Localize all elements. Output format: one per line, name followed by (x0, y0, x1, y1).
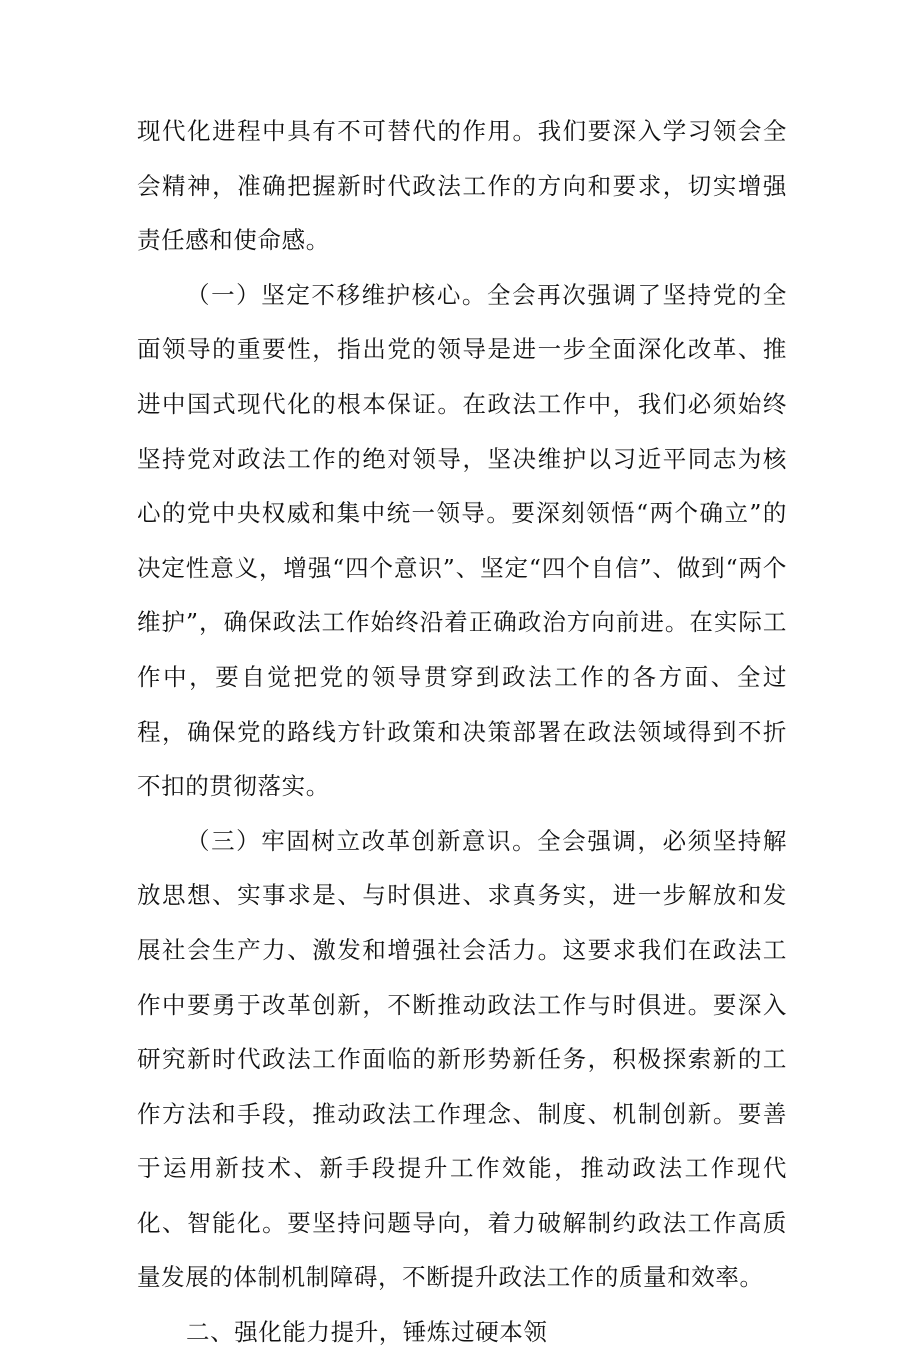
paragraph-intro-continuation: 现代化进程中具有不可替代的作用。我们要深入学习领会全会精神，准确把握新时代政法工作的方向和要求，切实增强责任感和使命感。 (137, 117, 787, 255)
paragraph-section-3-reform-innovation: （三）牢固树立改革创新意识。全会强调，必须坚持解放思想、实事求是、与时俱进、求真务实，进一步解放和发展社会生产力、激发和增强社会活力。这要求我们在政法工作中要勇于改革创新，不断推动政法工作与时俱进。要深入研究新时代政法工作面临的新形势新任务，积极探索新的工作方法和手段，推动政法工作理念、制度、机制创新。要善于运用新技术、新手段提升工作效能，推动政法工作现代化、智能化。要坚持问题导向，着力破解制约政法工作高质量发展的体制机制障碍，不断提升政法工作的质量和效率。 (137, 826, 787, 1292)
paragraph-section-1-uphold-core: （一）坚定不移维护核心。全会再次强调了坚持党的全面领导的重要性，指出党的领导是进一步全面深化改革、推进中国式现代化的根本保证。在政法工作中，我们必须始终坚持党对政法工作的绝对领导，坚决维护以习近平同志为核心的党中央权威和集中统一领导。要深刻领悟“两个确立”的决定性意义，增强“四个意识”、坚定“四个自信”、做到“两个维护”，确保政法工作始终沿着正确政治方向前进。在实际工作中，要自觉把党的领导贯穿到政法工作的各方面、全过程，确保党的路线方针政策和决策部署在政法领域得到不折不扣的贯彻落实。 (137, 280, 787, 801)
document-body (137, 104, 787, 1360)
section-heading-2: 二、强化能力提升，锤炼过硬本领 (186, 1318, 548, 1347)
